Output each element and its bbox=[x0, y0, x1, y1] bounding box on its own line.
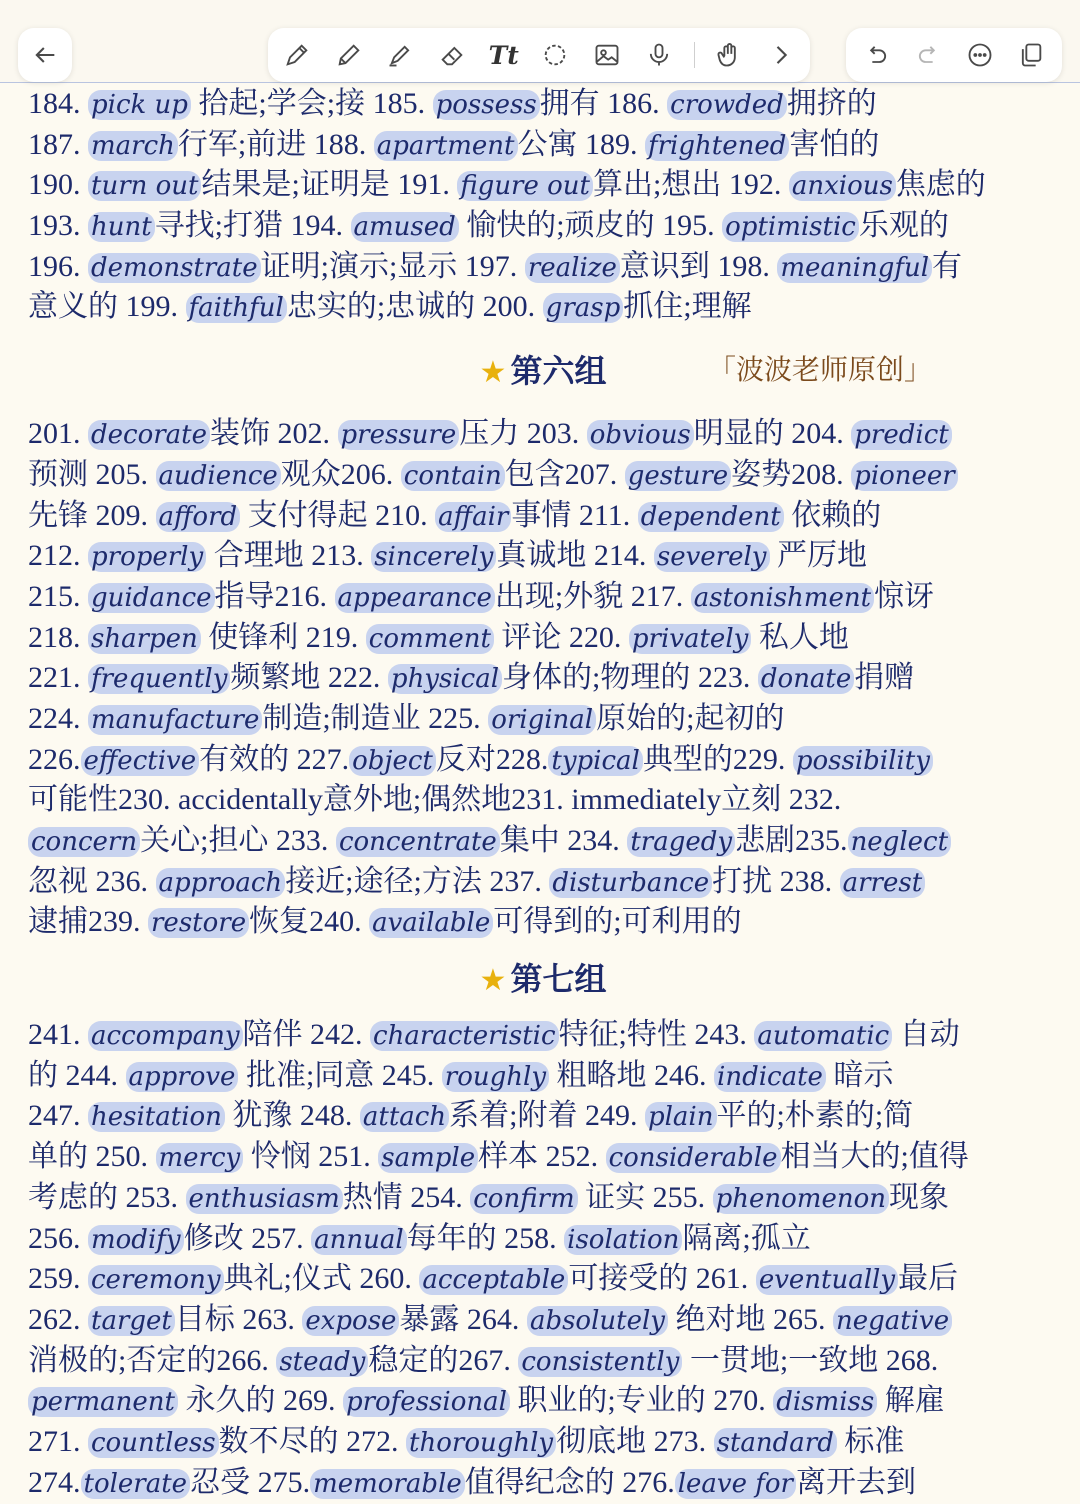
note-text: 184. bbox=[28, 87, 88, 120]
note-text: 意识到 198. bbox=[619, 249, 778, 283]
star-icon: ★ bbox=[479, 355, 507, 391]
note-text: 每年的 258. bbox=[406, 1221, 565, 1255]
note-text: 使锋利 219. bbox=[200, 620, 366, 654]
highlighted-word: neglect bbox=[848, 827, 952, 857]
note-text: 合理地 213. bbox=[206, 539, 372, 573]
note-text: 证明;演示;显示 197. bbox=[260, 249, 525, 283]
highlighted-word: original bbox=[488, 705, 596, 735]
note-text: 典型的229. bbox=[642, 742, 793, 776]
highlighted-word: enthusiasm bbox=[186, 1184, 343, 1214]
note-text: 值得纪念的 276. bbox=[464, 1465, 675, 1499]
highlighted-word: automatic bbox=[754, 1021, 892, 1051]
highlighted-word: concentrate bbox=[336, 827, 500, 857]
note-text: 悲剧235. bbox=[735, 824, 848, 857]
note-text: 乐观的 bbox=[858, 209, 949, 243]
note-text: 惊讶 bbox=[874, 579, 935, 613]
note-text: 陪伴 242. bbox=[242, 1018, 371, 1052]
highlighted-word: annual bbox=[311, 1225, 407, 1255]
note-text: 241. bbox=[28, 1018, 88, 1052]
note-text: 严厉地 bbox=[769, 539, 867, 573]
note-line bbox=[28, 247, 1058, 288]
toolbar bbox=[0, 0, 1080, 83]
highlighted-word: tolerate bbox=[81, 1469, 191, 1499]
note-text: 忠实的;忠诚的 200. bbox=[286, 290, 543, 324]
note-line bbox=[28, 1015, 1058, 1056]
note-text: 可接受的 261. bbox=[568, 1262, 756, 1296]
note-text: 特征;特性 243. bbox=[558, 1018, 755, 1052]
highlighted-word: meaningful bbox=[777, 253, 932, 283]
note-text: 修改 257. bbox=[183, 1221, 312, 1255]
highlighted-word: amused bbox=[351, 212, 459, 242]
highlighted-word: sincerely bbox=[371, 542, 496, 572]
note-text: 犹豫 248. bbox=[224, 1099, 360, 1133]
note-text: 有效的 227. bbox=[199, 742, 350, 776]
note-text: 姿势208. bbox=[731, 457, 852, 491]
highlighted-word: concern bbox=[28, 827, 140, 857]
highlighted-word: obvious bbox=[587, 420, 694, 450]
highlighted-word: arrest bbox=[840, 868, 926, 898]
highlighted-word: professional bbox=[343, 1387, 510, 1417]
note-text: 196. bbox=[28, 249, 88, 283]
note-line bbox=[28, 1381, 1058, 1422]
note-line bbox=[28, 496, 1058, 537]
highlighted-word: eventually bbox=[756, 1265, 898, 1295]
highlighted-word: guidance bbox=[88, 583, 215, 613]
highlighted-word: roughly bbox=[442, 1062, 549, 1092]
note-text: 装饰 202. bbox=[210, 417, 338, 451]
note-text: 先锋 209. bbox=[28, 498, 156, 532]
note-line bbox=[28, 1422, 1058, 1463]
tools-pill bbox=[268, 28, 810, 82]
note-line bbox=[28, 1056, 1058, 1097]
note-text: 反对228. bbox=[435, 742, 549, 776]
note-text: 218. bbox=[28, 620, 88, 654]
note-text: 单的 250. bbox=[28, 1140, 156, 1174]
highlighted-word: isolation bbox=[564, 1225, 682, 1255]
highlighted-word: possess bbox=[433, 90, 540, 120]
highlighted-word: turn out bbox=[88, 171, 201, 201]
note-text: 的 244. bbox=[28, 1058, 126, 1092]
note-line bbox=[28, 1259, 1058, 1300]
back-pill bbox=[18, 28, 72, 82]
note-text: 支付得起 210. bbox=[240, 498, 436, 532]
note-line bbox=[28, 1341, 1058, 1382]
toolbar-divider bbox=[694, 42, 695, 68]
handwritten-notes bbox=[28, 84, 1058, 1503]
note-text: 事情 211. bbox=[511, 498, 638, 532]
back-arrow-icon[interactable] bbox=[18, 34, 72, 76]
note-line bbox=[28, 536, 1058, 577]
note-line bbox=[28, 1178, 1058, 1219]
undo-icon[interactable] bbox=[856, 34, 898, 76]
note-text: 拥挤的 bbox=[786, 87, 877, 120]
highlighted-word: characteristic bbox=[370, 1021, 559, 1051]
note-text: 考虑的 253. bbox=[28, 1180, 186, 1214]
note-text: 样本 252. bbox=[478, 1140, 606, 1174]
note-text: 259. bbox=[28, 1262, 88, 1296]
note-text: 224. bbox=[28, 701, 88, 735]
chevron-right-icon[interactable] bbox=[760, 34, 802, 76]
note-line bbox=[28, 618, 1058, 659]
note-text: 消极的;否定的266. bbox=[28, 1343, 277, 1377]
note-text: 预测 205. bbox=[28, 457, 156, 491]
note-line bbox=[28, 780, 1058, 821]
note-text: 数不尽的 272. bbox=[218, 1424, 407, 1458]
note-text: 可能性230. accidentally意外地;偶然地231. immediately立刻 232. bbox=[28, 783, 842, 817]
note-text: 一贯地;一致地 268. bbox=[682, 1343, 939, 1377]
highlighted-word: plain bbox=[645, 1102, 717, 1132]
note-text: 频繁地 222. bbox=[230, 661, 388, 695]
note-line bbox=[28, 455, 1058, 496]
note-text: 制造;制造业 225. bbox=[262, 701, 489, 735]
highlighted-word: approve bbox=[126, 1062, 239, 1092]
note-text: 274. bbox=[28, 1465, 81, 1499]
highlighted-word: hesitation bbox=[88, 1102, 225, 1132]
highlighted-word: leave for bbox=[675, 1469, 796, 1499]
highlighted-word: disturbance bbox=[549, 868, 712, 898]
highlighted-word: pressure bbox=[338, 420, 460, 450]
note-text: 自动 bbox=[892, 1018, 960, 1052]
text-tool-label: Tt bbox=[488, 40, 519, 70]
highlighted-word: thoroughly bbox=[406, 1428, 556, 1458]
note-text: 接近;途径;方法 237. bbox=[285, 864, 550, 898]
actions-pill bbox=[846, 28, 1062, 82]
highlighted-word: consistently bbox=[518, 1347, 682, 1377]
note-text: 226. bbox=[28, 742, 81, 776]
note-text: 现象 bbox=[888, 1180, 949, 1214]
note-text: 逮捕239. bbox=[28, 905, 148, 939]
highlighted-word: accompany bbox=[88, 1021, 243, 1051]
highlighted-word: steady bbox=[276, 1347, 368, 1377]
highlighted-word: confirm bbox=[470, 1184, 577, 1214]
note-text: 彻底地 273. bbox=[556, 1424, 714, 1458]
note-text: 捐赠 bbox=[854, 661, 915, 695]
highlighted-word: demonstrate bbox=[88, 253, 261, 283]
note-text: 指导216. bbox=[214, 579, 335, 613]
note-text: 结果是;证明是 191. bbox=[201, 168, 458, 202]
note-text: 187. bbox=[28, 127, 88, 161]
group-six-heading bbox=[28, 328, 1058, 414]
note-text: 标准 bbox=[836, 1424, 905, 1458]
note-text: 典礼;仪式 260. bbox=[223, 1262, 420, 1296]
vocab-block-241-276 bbox=[28, 1015, 1058, 1503]
highlighted-word: attach bbox=[360, 1102, 449, 1132]
note-text: 忍受 275. bbox=[190, 1465, 311, 1499]
highlighted-word: sharpen bbox=[88, 624, 201, 654]
highlighted-word: appearance bbox=[335, 583, 495, 613]
note-text: 可得到的;可利用的 bbox=[493, 905, 742, 939]
note-text: 愉快的;顽皮的 195. bbox=[458, 209, 723, 243]
highlighted-word: expose bbox=[302, 1306, 399, 1336]
note-line bbox=[28, 1137, 1058, 1178]
note-text: 稳定的267. bbox=[368, 1343, 519, 1377]
note-text: 201. bbox=[28, 417, 88, 451]
marker-icon[interactable] bbox=[379, 34, 421, 76]
note-text: 害怕的 bbox=[789, 127, 880, 161]
note-text: 关心;担心 233. bbox=[140, 824, 336, 857]
note-text: 离开去到 bbox=[795, 1465, 916, 1499]
more-icon[interactable] bbox=[959, 34, 1001, 76]
highlighted-word: properly bbox=[88, 542, 206, 572]
note-text: 系着;附着 249. bbox=[449, 1099, 645, 1133]
note-text: 拾起;学会;接 185. bbox=[190, 87, 433, 120]
note-text: 忽视 236. bbox=[28, 864, 156, 898]
highlighted-word: frightened bbox=[645, 131, 789, 161]
highlighted-word: manufacture bbox=[88, 705, 262, 735]
note-text: 247. bbox=[28, 1099, 88, 1133]
note-text: 256. bbox=[28, 1221, 88, 1255]
note-text: 评论 220. bbox=[493, 620, 629, 654]
note-text: 暴露 264. bbox=[399, 1302, 527, 1336]
note-line bbox=[28, 414, 1058, 455]
note-text: 焦虑的 bbox=[895, 168, 986, 202]
highlighted-word: contain bbox=[401, 461, 505, 491]
highlighted-word: afford bbox=[156, 502, 241, 532]
author-credit: 「波波老师原创」 bbox=[708, 355, 933, 387]
pencil-icon[interactable] bbox=[328, 34, 370, 76]
note-text: 永久的 269. bbox=[177, 1384, 343, 1418]
highlighted-word: indicate bbox=[714, 1062, 826, 1092]
highlighted-word: acceptable bbox=[419, 1265, 568, 1295]
highlighted-word: physical bbox=[388, 664, 502, 694]
highlighted-word: severely bbox=[654, 542, 770, 572]
note-text: 相当大的;值得 bbox=[780, 1140, 969, 1174]
note-line bbox=[28, 740, 1058, 781]
highlighted-word: dependent bbox=[638, 502, 784, 532]
note-text: 算出;想出 192. bbox=[593, 168, 789, 202]
highlighted-word: ceremony bbox=[88, 1265, 224, 1295]
note-text: 行军;前进 188. bbox=[177, 127, 374, 161]
note-text: 怜悯 251. bbox=[243, 1140, 379, 1174]
highlighted-word: grasp bbox=[543, 293, 624, 323]
hand-icon[interactable] bbox=[708, 34, 750, 76]
highlighted-word: approach bbox=[156, 868, 286, 898]
note-text: 包含207. bbox=[504, 457, 625, 491]
highlighted-word: astonishment bbox=[691, 583, 874, 613]
note-text: 热情 254. bbox=[342, 1180, 471, 1214]
note-text: 平的;朴素的;简 bbox=[716, 1099, 914, 1133]
highlighted-word: affair bbox=[435, 502, 511, 532]
highlighted-word: effective bbox=[81, 746, 200, 776]
highlighted-word: typical bbox=[548, 746, 642, 776]
highlighted-word: restore bbox=[148, 908, 249, 938]
highlighted-word: modify bbox=[88, 1225, 184, 1255]
note-line bbox=[28, 125, 1058, 166]
highlighted-word: decorate bbox=[88, 420, 210, 450]
note-text: 证实 255. bbox=[577, 1180, 713, 1214]
note-text: 真诚地 214. bbox=[496, 539, 654, 573]
highlighted-word: available bbox=[369, 908, 493, 938]
note-text: 出现;外貌 217. bbox=[494, 579, 691, 613]
microphone-icon[interactable] bbox=[638, 34, 680, 76]
note-line bbox=[28, 1096, 1058, 1137]
note-text: 271. bbox=[28, 1424, 88, 1458]
note-text: 恢复240. bbox=[249, 905, 370, 939]
lasso-icon[interactable] bbox=[534, 34, 576, 76]
note-text: 意义的 199. bbox=[28, 290, 186, 324]
note-text: 212. bbox=[28, 539, 88, 573]
pages-icon[interactable] bbox=[1010, 34, 1052, 76]
note-text: 私人地 bbox=[751, 620, 849, 654]
highlighted-word: frequently bbox=[88, 664, 230, 694]
pen-icon[interactable] bbox=[276, 34, 318, 76]
highlighted-word: privately bbox=[629, 624, 751, 654]
highlighted-word: absolutely bbox=[527, 1306, 668, 1336]
note-text: 原始的;起初的 bbox=[596, 701, 785, 735]
highlighted-word: object bbox=[349, 746, 436, 776]
eraser-icon[interactable] bbox=[431, 34, 473, 76]
note-line bbox=[28, 1463, 1058, 1504]
note-line bbox=[28, 1300, 1058, 1341]
highlighted-word: predict bbox=[851, 420, 951, 450]
note-text: 压力 203. bbox=[459, 417, 587, 451]
highlighted-word: possibility bbox=[793, 746, 933, 776]
note-text: 职业的;专业的 270. bbox=[509, 1384, 774, 1418]
note-text: 215. bbox=[28, 579, 88, 613]
highlighted-word: figure out bbox=[457, 171, 593, 201]
note-line bbox=[28, 84, 1058, 125]
note-text: 暗示 bbox=[825, 1058, 894, 1092]
highlighted-word: audience bbox=[156, 461, 281, 491]
note-text: 193. bbox=[28, 209, 88, 243]
vocab-block-201-240 bbox=[28, 414, 1058, 943]
text-icon[interactable] bbox=[483, 34, 525, 76]
note-line bbox=[28, 658, 1058, 699]
note-line bbox=[28, 165, 1058, 206]
note-line bbox=[28, 1219, 1058, 1260]
note-text: 集中 234. bbox=[499, 824, 628, 857]
note-text: 解雇 bbox=[877, 1384, 945, 1418]
highlighted-word: pick up bbox=[88, 90, 191, 120]
highlighted-word: considerable bbox=[606, 1143, 781, 1173]
note-line bbox=[28, 821, 1058, 862]
note-text: 寻找;打猎 194. bbox=[154, 209, 351, 243]
note-text: 绝对地 265. bbox=[667, 1302, 833, 1336]
note-text: 公寓 189. bbox=[517, 127, 645, 161]
highlighted-word: comment bbox=[366, 624, 494, 654]
highlighted-word: pioneer bbox=[851, 461, 958, 491]
highlighted-word: crowded bbox=[667, 90, 787, 120]
highlighted-word: apartment bbox=[374, 131, 518, 161]
note-text: 身体的;物理的 223. bbox=[502, 661, 758, 695]
note-text: 目标 263. bbox=[174, 1302, 303, 1336]
highlighted-word: target bbox=[88, 1306, 175, 1336]
highlighted-word: standard bbox=[714, 1428, 837, 1458]
note-line bbox=[28, 206, 1058, 247]
note-text: 262. bbox=[28, 1302, 88, 1336]
highlighted-word: sample bbox=[378, 1143, 478, 1173]
highlighted-word: memorable bbox=[310, 1469, 465, 1499]
note-text: 粗略地 246. bbox=[549, 1058, 715, 1092]
note-line bbox=[28, 287, 1058, 328]
star-icon: ★ bbox=[479, 963, 507, 999]
note-line bbox=[28, 577, 1058, 618]
highlighted-word: donate bbox=[758, 664, 854, 694]
highlighted-word: negative bbox=[833, 1306, 952, 1336]
highlighted-word: anxious bbox=[789, 171, 896, 201]
note-text: 观众206. bbox=[280, 457, 401, 491]
highlighted-word: hunt bbox=[88, 212, 155, 242]
image-icon[interactable] bbox=[586, 34, 628, 76]
note-line bbox=[28, 699, 1058, 740]
note-text: 打扰 238. bbox=[712, 864, 840, 898]
note-text: 拥有 186. bbox=[539, 87, 668, 120]
highlighted-word: mercy bbox=[156, 1143, 244, 1173]
note-line bbox=[28, 862, 1058, 903]
note-text: 明显的 204. bbox=[693, 417, 852, 451]
redo-icon[interactable] bbox=[907, 34, 949, 76]
group-seven-title: 第七组 bbox=[510, 960, 607, 999]
highlighted-word: phenomenon bbox=[713, 1184, 889, 1214]
highlighted-word: permanent bbox=[28, 1387, 178, 1417]
note-text: 依赖的 bbox=[783, 498, 882, 532]
note-text: 221. bbox=[28, 661, 88, 695]
highlighted-word: countless bbox=[88, 1428, 219, 1458]
note-text: 批准;同意 245. bbox=[238, 1058, 442, 1092]
highlighted-word: dismiss bbox=[773, 1387, 877, 1417]
note-text: 抓住;理解 bbox=[623, 290, 752, 324]
note-text: 最后 bbox=[898, 1262, 959, 1296]
note-text: 有 bbox=[932, 249, 963, 283]
group-seven-heading bbox=[28, 943, 1058, 1015]
group-six-title: 第六组 bbox=[510, 352, 607, 391]
highlighted-word: march bbox=[88, 131, 178, 161]
highlighted-word: realize bbox=[525, 253, 620, 283]
note-text: 隔离;孤立 bbox=[682, 1221, 811, 1255]
highlighted-word: optimistic bbox=[722, 212, 859, 242]
highlighted-word: faithful bbox=[186, 293, 287, 323]
vocab-block-184-200 bbox=[28, 84, 1058, 328]
highlighted-word: tragedy bbox=[627, 827, 735, 857]
highlighted-word: gesture bbox=[625, 461, 731, 491]
note-text: 190. bbox=[28, 168, 88, 202]
note-line bbox=[28, 902, 1058, 943]
